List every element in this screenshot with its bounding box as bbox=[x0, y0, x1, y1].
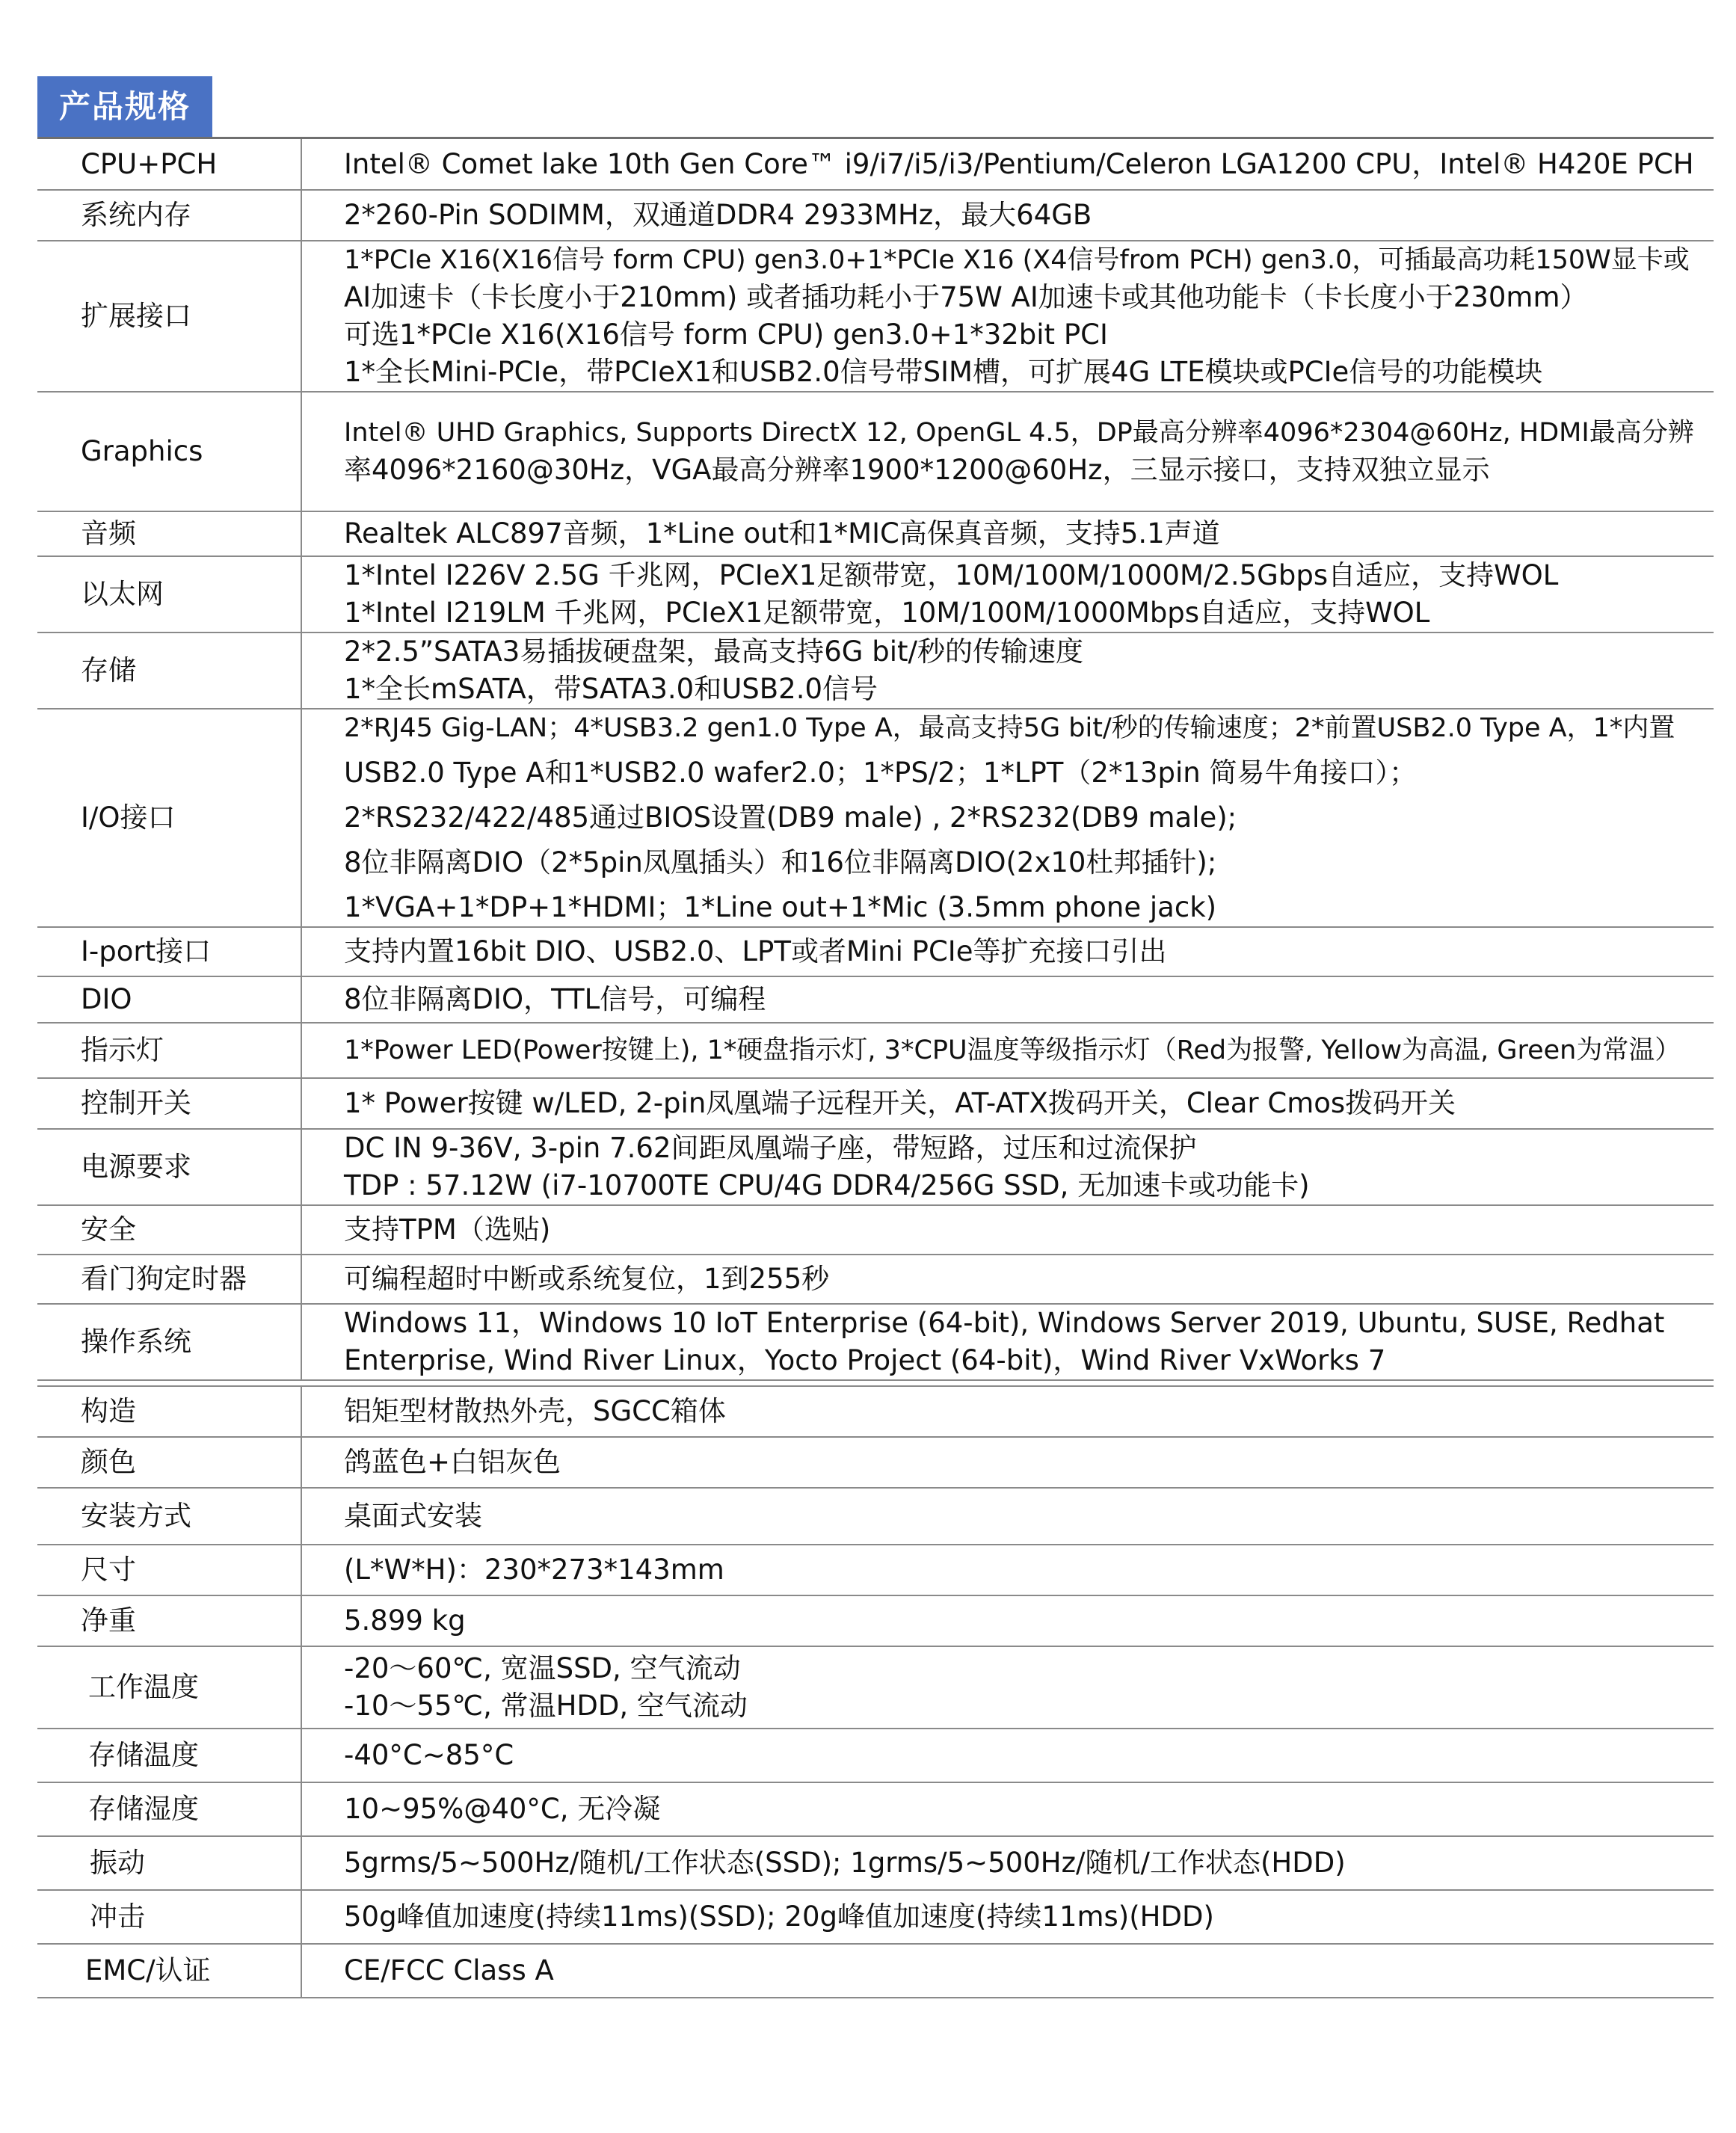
spec-value-line: 8位非隔离DIO，TTL信号，可编程 bbox=[344, 983, 766, 1015]
spec-label: 构造 bbox=[37, 1386, 301, 1437]
spec-value-line: Intel® Comet lake 10th Gen Core™ i9/i7/i5/i3/Pentium/Celeron LGA1200 CPU，Intel® H420E PCH bbox=[344, 147, 1694, 180]
spec-row bbox=[37, 1488, 1714, 1545]
spec-row bbox=[37, 1304, 1714, 1380]
spec-value bbox=[301, 927, 1714, 976]
spec-label: 冲击 bbox=[37, 1890, 301, 1944]
spec-value-line: 率4096*2160@30Hz，VGA最高分辨率1900*1200@60Hz，三显示接口，支持双独立显示 bbox=[344, 454, 1490, 486]
spec-row bbox=[37, 556, 1714, 632]
spec-value bbox=[301, 392, 1714, 511]
spec-label: 尺寸 bbox=[37, 1545, 301, 1595]
spec-value-line: 1*Power LED(Power按键上), 1*硬盘指示灯, 3*CPU温度等级指示灯（Red为报警, Yellow为高温, Green为常温） bbox=[344, 1035, 1681, 1065]
spec-value-line: 1* Power按键 w/LED, 2-pin凤凰端子远程开关，AT-ATX拨码开关，Clear Cmos拨码开关 bbox=[344, 1087, 1456, 1119]
spec-value-line: 1*Intel I219LM 千兆网，PCIeX1足额带宽，10M/100M/1000Mbps自适应，支持WOL bbox=[344, 597, 1430, 629]
spec-row bbox=[37, 1836, 1714, 1890]
spec-value-line: 桌面式安装 bbox=[344, 1500, 482, 1532]
spec-value bbox=[301, 1205, 1714, 1255]
spec-value-line: Enterprise, Wind River Linux，Yocto Project (64-bit)，Wind River VxWorks 7 bbox=[344, 1344, 1386, 1376]
spec-value bbox=[301, 1729, 1714, 1782]
spec-value bbox=[301, 1488, 1714, 1545]
spec-value-line: 1*全长Mini-PCIe，带PCIeX1和USB2.0信号带SIM槽，可扩展4G LTE模块或PCIe信号的功能模块 bbox=[344, 356, 1543, 388]
spec-row bbox=[37, 190, 1714, 241]
spec-value-line: 5grms/5~500Hz/随机/工作状态(SSD); 1grms/5~500Hz/随机/工作状态(HDD) bbox=[344, 1847, 1346, 1879]
spec-row bbox=[37, 1437, 1714, 1488]
spec-value bbox=[301, 632, 1714, 709]
spec-value-line: Realtek ALC897音频，1*Line out和1*MIC高保真音频，支持5.1声道 bbox=[344, 517, 1220, 550]
spec-value-line: 2*RS232/422/485通过BIOS设置(DB9 male) , 2*RS232(DB9 male); bbox=[344, 801, 1237, 834]
spec-value-line: 1*Intel I226V 2.5G 千兆网，PCIeX1足额带宽，10M/100M/1000M/2.5Gbps自适应，支持WOL bbox=[344, 559, 1559, 591]
spec-label: 存储温度 bbox=[37, 1729, 301, 1782]
spec-value bbox=[301, 976, 1714, 1023]
spec-label: 安全 bbox=[37, 1205, 301, 1255]
spec-row bbox=[37, 392, 1714, 511]
spec-label: I/O接口 bbox=[37, 709, 301, 927]
spec-label: 音频 bbox=[37, 511, 301, 556]
spec-value-line: 2*2.5”SATA3易插拔硬盘架，最高支持6G bit/秒的传输速度 bbox=[344, 635, 1083, 668]
section-title: 产品规格 bbox=[37, 76, 212, 138]
spec-value bbox=[301, 1836, 1714, 1890]
spec-value-line: 10~95%@40°C, 无冷凝 bbox=[344, 1793, 661, 1825]
spec-value bbox=[301, 241, 1714, 392]
spec-label: 颜色 bbox=[37, 1437, 301, 1488]
spec-value-line: -20～60℃, 宽温SSD, 空气流动 bbox=[344, 1652, 741, 1684]
spec-value-line: 50g峰值加速度(持续11ms)(SSD); 20g峰值加速度(持续11ms)(HDD) bbox=[344, 1900, 1214, 1933]
spec-row bbox=[37, 139, 1714, 190]
spec-value-line: 1*全长mSATA，带SATA3.0和USB2.0信号 bbox=[344, 673, 878, 705]
spec-row bbox=[37, 1205, 1714, 1255]
spec-row bbox=[37, 241, 1714, 392]
spec-label: 系统内存 bbox=[37, 190, 301, 241]
spec-label: 指示灯 bbox=[37, 1023, 301, 1078]
spec-value-line: AI加速卡（卡长度小于210mm) 或者插功耗小于75W AI加速卡或其他功能卡（卡长度小于230mm） bbox=[344, 281, 1588, 313]
spec-row bbox=[37, 1078, 1714, 1129]
spec-label: 以太网 bbox=[37, 556, 301, 632]
spec-label: 扩展接口 bbox=[37, 241, 301, 392]
spec-row bbox=[37, 1890, 1714, 1944]
spec-value-line: TDP : 57.12W (i7-10700TE CPU/4G DDR4/256G SSD, 无加速卡或功能卡) bbox=[344, 1169, 1310, 1201]
spec-row bbox=[37, 927, 1714, 976]
spec-label: 存储湿度 bbox=[37, 1782, 301, 1836]
spec-value bbox=[301, 1255, 1714, 1304]
spec-value bbox=[301, 1595, 1714, 1646]
spec-row bbox=[37, 1386, 1714, 1437]
spec-label: 工作温度 bbox=[37, 1646, 301, 1729]
spec-value bbox=[301, 1386, 1714, 1437]
spec-table-body bbox=[37, 139, 1714, 1998]
spec-value-line: DC IN 9-36V, 3-pin 7.62间距凤凰端子座，带短路，过压和过流保护 bbox=[344, 1132, 1197, 1164]
spec-value-line: (L*W*H)：230*273*143mm bbox=[344, 1554, 724, 1586]
spec-label: I-port接口 bbox=[37, 927, 301, 976]
spec-row bbox=[37, 1255, 1714, 1304]
spec-value-line: 8位非隔离DIO（2*5pin凤凰插头）和16位非隔离DIO(2x10杜邦插针); bbox=[344, 846, 1217, 878]
spec-label: 净重 bbox=[37, 1595, 301, 1646]
spec-value bbox=[301, 1646, 1714, 1729]
spec-value-line: 支持内置16bit DIO、USB2.0、LPT或者Mini PCIe等扩充接口引出 bbox=[344, 935, 1167, 967]
spec-value bbox=[301, 1129, 1714, 1205]
spec-value bbox=[301, 1545, 1714, 1595]
spec-value-line: Intel® UHD Graphics, Supports DirectX 12, OpenGL 4.5，DP最高分辨率4096*2304@60Hz, HDMI最高分辨 bbox=[344, 418, 1694, 448]
spec-label: 操作系统 bbox=[37, 1304, 301, 1380]
spec-row bbox=[37, 1595, 1714, 1646]
spec-value-line: 铝矩型材散热外壳，SGCC箱体 bbox=[344, 1395, 726, 1427]
spec-row bbox=[37, 709, 1714, 927]
spec-value bbox=[301, 139, 1714, 190]
spec-row bbox=[37, 632, 1714, 709]
spec-row bbox=[37, 1782, 1714, 1836]
spec-label: 安装方式 bbox=[37, 1488, 301, 1545]
spec-value-line: 可编程超时中断或系统复位，1到255秒 bbox=[344, 1263, 830, 1295]
spec-value bbox=[301, 556, 1714, 632]
spec-value bbox=[301, 1304, 1714, 1380]
spec-value-line: 可选1*PCIe X16(X16信号 form CPU) gen3.0+1*32bit PCI bbox=[344, 318, 1108, 351]
spec-value-line: CE/FCC Class A bbox=[344, 1954, 554, 1986]
spec-row bbox=[37, 1545, 1714, 1595]
spec-row bbox=[37, 976, 1714, 1023]
spec-row bbox=[37, 1129, 1714, 1205]
spec-label: 控制开关 bbox=[37, 1078, 301, 1129]
spec-label: CPU+PCH bbox=[37, 139, 301, 190]
spec-value-line: -10～55℃, 常温HDD, 空气流动 bbox=[344, 1690, 748, 1722]
spec-value bbox=[301, 1023, 1714, 1078]
spec-row bbox=[37, 1646, 1714, 1729]
spec-label: Graphics bbox=[37, 392, 301, 511]
spec-label: 存储 bbox=[37, 632, 301, 709]
spec-value bbox=[301, 190, 1714, 241]
spec-row bbox=[37, 1944, 1714, 1998]
spec-value-line: Windows 11，Windows 10 IoT Enterprise (64-bit), Windows Server 2019, Ubuntu, SUSE, Redhat bbox=[344, 1307, 1665, 1339]
spec-value bbox=[301, 1437, 1714, 1488]
spec-row bbox=[37, 511, 1714, 556]
spec-value-line: 鸽蓝色+白铝灰色 bbox=[344, 1446, 561, 1478]
spec-value-line: 支持TPM（选贴) bbox=[344, 1213, 551, 1246]
spec-value-line: 1*VGA+1*DP+1*HDMI；1*Line out+1*Mic (3.5mm phone jack) bbox=[344, 891, 1217, 923]
spec-value bbox=[301, 1944, 1714, 1998]
spec-value-line: USB2.0 Type A和1*USB2.0 wafer2.0；1*PS/2；1*LPT（2*13pin 简易牛角接口）； bbox=[344, 757, 1417, 789]
group-separator bbox=[37, 1380, 1714, 1386]
spec-value-line: 2*260-Pin SODIMM，双通道DDR4 2933MHz，最大64GB bbox=[344, 199, 1092, 231]
spec-row bbox=[37, 1023, 1714, 1078]
spec-value-line: 1*PCIe X16(X16信号 form CPU) gen3.0+1*PCIe X16 (X4信号from PCH) gen3.0，可插最高功耗150W显卡或 bbox=[344, 245, 1690, 275]
spec-label: 振动 bbox=[37, 1836, 301, 1890]
spec-value-line: 2*RJ45 Gig-LAN；4*USB3.2 gen1.0 Type A，最高支持5G bit/秒的传输速度；2*前置USB2.0 Type A，1*内置 bbox=[344, 713, 1675, 743]
spec-label: EMC/认证 bbox=[37, 1944, 301, 1998]
spec-value bbox=[301, 511, 1714, 556]
spec-label: DIO bbox=[37, 976, 301, 1023]
spec-label: 看门狗定时器 bbox=[37, 1255, 301, 1304]
spec-value bbox=[301, 1782, 1714, 1836]
spec-value bbox=[301, 1078, 1714, 1129]
spec-table bbox=[37, 139, 1714, 1998]
spec-row bbox=[37, 1729, 1714, 1782]
spec-value bbox=[301, 1890, 1714, 1944]
spec-value-line: -40°C~85°C bbox=[344, 1739, 514, 1771]
spec-value bbox=[301, 709, 1714, 927]
spec-label: 电源要求 bbox=[37, 1129, 301, 1205]
spec-value-line: 5.899 kg bbox=[344, 1604, 466, 1637]
